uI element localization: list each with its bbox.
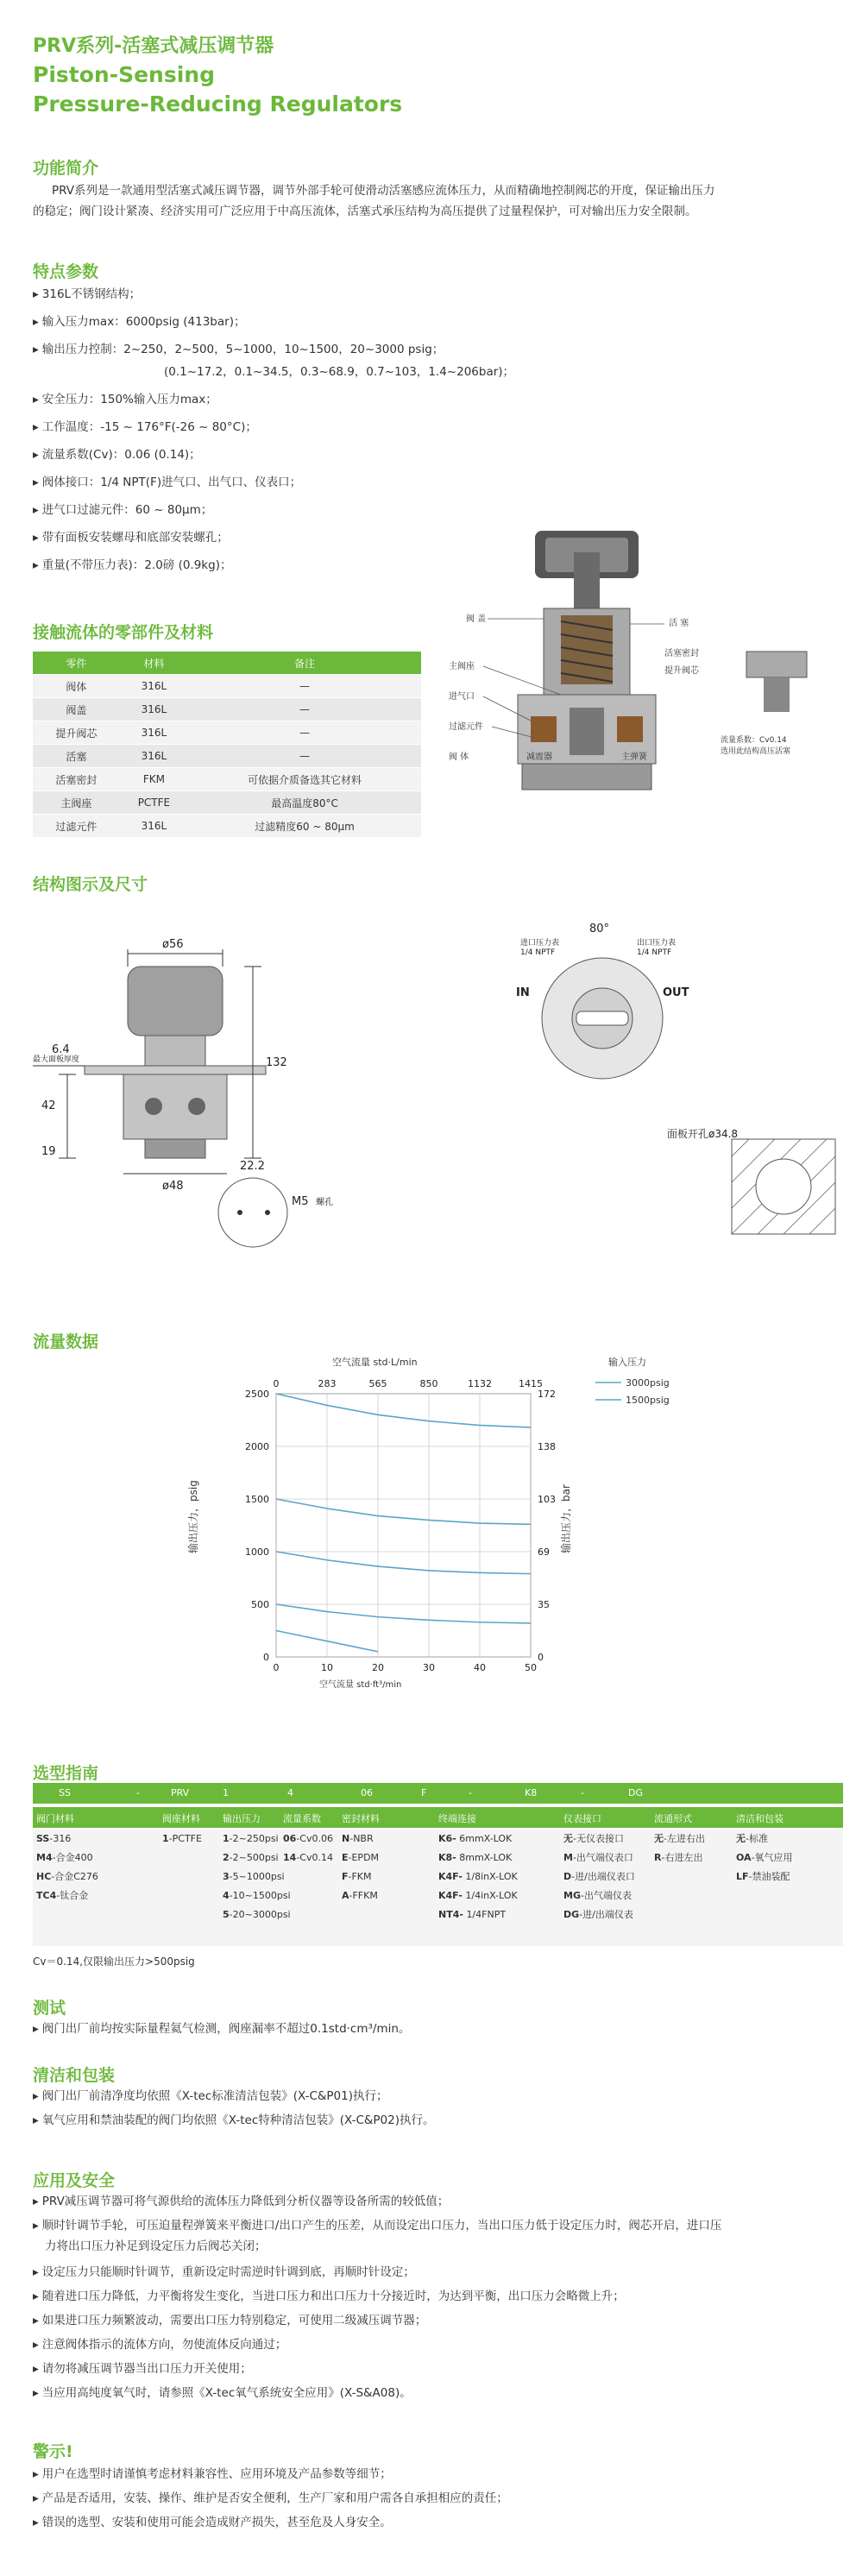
- table-row: 阀体 316L —: [33, 675, 421, 698]
- sel-col-2: 1-PCTFE: [162, 1833, 202, 1844]
- chart-y-right-label: 输出压力，bar: [560, 1484, 572, 1553]
- safety-item: ▸ 如果进口压力频繁波动，需要出口压力特别稳定，可使用二级减压调节器；: [33, 2311, 426, 2330]
- safety-cont: 力将出口压力补足到设定压力后阀芯关闭；: [45, 2239, 267, 2253]
- table-row: 主阀座 PCTFE 最高温度80°C: [33, 791, 421, 815]
- y-tick-label: 1000: [245, 1546, 269, 1558]
- code-part: F: [421, 1787, 427, 1798]
- title-en-1: Piston-Sensing: [33, 62, 215, 87]
- panel-hole-label: 面板开孔ø34.8: [667, 1128, 739, 1140]
- code-part: -: [469, 1787, 472, 1798]
- label-spring: 主弹簧: [621, 753, 647, 762]
- y2-tick-label: 69: [538, 1546, 550, 1558]
- safety-item: ▸ 当应用高纯度氧气时，请参照《X-tec氧气系统安全应用》(X-S&A08)。: [33, 2384, 412, 2403]
- dim-48: ø48: [162, 1180, 184, 1193]
- safety-item: ▸ 请勿将减压调节器当出口压力开关使用；: [33, 2359, 252, 2378]
- selection-note: Cv＝0.14,仅限输出压力>500psig: [33, 1956, 195, 1968]
- selection-col-headers: 阀门材料 阀座材料 输出压力 流量系数 密封材料 终端连接 仪表接口 流通形式 清洁和包装: [33, 1807, 843, 1828]
- feature-item: ▸ 安全压力：150%输入压力max；: [33, 390, 217, 409]
- sel-col-1: SS-316 M4-合金400 HC-合金C276 TC4-钛合金: [36, 1833, 98, 1901]
- y2-tick-label: 103: [538, 1494, 556, 1505]
- materials-heading: 接触流体的零部件及材料: [33, 623, 214, 642]
- safety-item: ▸ 顺时针调节手轮，可压迫量程弹簧来平衡进口/出口产生的压差，从而设定出口压力，当出口压力低于设定压力时，阀芯开启，进口压: [33, 2216, 721, 2235]
- sel-col-8: 无-左进右出 R-右进左出: [654, 1833, 705, 1863]
- intro-heading: 功能简介: [33, 159, 99, 178]
- in-label: IN: [516, 986, 530, 999]
- feature-item: ▸ 输出压力控制：2~250，2~500，5~1000，10~1500，20~3000 psig；: [33, 340, 444, 359]
- dim-panel-max: 最大面板厚度: [33, 1055, 80, 1064]
- y-tick-label: 0: [263, 1652, 269, 1663]
- dims-heading: 结构图示及尺寸: [33, 875, 148, 894]
- y2-tick-label: 35: [538, 1599, 550, 1610]
- title-en-2: Pressure-Reducing Regulators: [33, 91, 403, 117]
- in-gauge-label-1: 进口压力表: [520, 939, 560, 948]
- intro-text-2: 的稳定；阀门设计紧凑、经济实用可广泛应用于中高压流体，活塞式承压结构为高压提供了过量程保护，可对输出压力安全限制。: [33, 205, 697, 218]
- side-handwheel: [128, 967, 223, 1036]
- m5-label: M5: [292, 1195, 309, 1208]
- series-line: [276, 1499, 531, 1524]
- x-tick-label: 40: [474, 1662, 486, 1673]
- dimension-drawings: [33, 906, 844, 1251]
- dim-42: 42: [41, 1099, 56, 1112]
- dim-6-4: 6.4: [52, 1043, 70, 1056]
- y2-tick-label: 138: [538, 1441, 556, 1452]
- plot-frame: [276, 1394, 531, 1657]
- legend-title: 输入压力: [608, 1357, 646, 1368]
- sel-col-6: K6- 6mmX-LOK K8- 8mmX-LOK K4F- 1/8inX-LOK K4F- 1/4inX-LOK NT4- 1/4FNPT: [438, 1833, 518, 1920]
- label-inlet: 进气口: [449, 692, 475, 702]
- clean-heading: 清洁和包装: [33, 2066, 116, 2085]
- label-filter: 过滤元件: [449, 722, 483, 732]
- dim-angle-80: 80°: [589, 923, 610, 935]
- m5-suffix: 螺孔: [316, 1198, 333, 1207]
- intro-text-1: PRV系列是一款通用型活塞式减压调节器，调节外部手轮可使滑动活塞感应流体压力，从而精确地控制阀芯的开度，保证输出压力: [52, 184, 715, 198]
- y-tick-label: 2500: [245, 1389, 269, 1400]
- label-piston: 活 塞: [669, 619, 689, 628]
- feature-bar-line: (0.1~17.2，0.1~34.5，0.3~68.9，0.7~103，1.4~206bar)；: [164, 365, 515, 379]
- dim-22-2: 22.2: [240, 1160, 265, 1173]
- code-part: K8: [525, 1787, 538, 1798]
- dim-19: 19: [41, 1145, 56, 1158]
- dim-56: ø56: [162, 938, 184, 951]
- chart-top-title: 空气流量 std·L/min: [332, 1357, 418, 1368]
- label-body: 阀 体: [449, 753, 469, 762]
- x-top-tick-label: 1415: [519, 1378, 543, 1389]
- warning-item: ▸ 产品是否适用，安装、操作、维护是否安全便利，生产厂家和用户需各自承担相应的责任；: [33, 2489, 508, 2508]
- test-item: ▸ 阀门出厂前均按实际量程氦气检测，阀座漏率不超过0.1std·cm³/min。: [33, 2019, 410, 2038]
- safety-item: ▸ 注意阀体指示的流体方向，勿使流体反向通过；: [33, 2335, 286, 2354]
- table-row: 活塞 316L —: [33, 745, 421, 768]
- label-seat: 主阀座: [449, 662, 475, 671]
- code-part: -: [136, 1787, 140, 1798]
- sel-col-4: 06-Cv0.06 14-Cv0.14: [283, 1833, 333, 1863]
- feature-item: ▸ 重量(不带压力表)：2.0磅 (0.9kg)；: [33, 556, 231, 575]
- label-gauge: 减震器: [526, 753, 552, 762]
- code-part: 06: [361, 1787, 373, 1798]
- legend-3000: 3000psig: [626, 1377, 670, 1389]
- label-flow-note-1: 流量系数：Cv0.14: [721, 736, 787, 745]
- cross-section-diagram: [449, 513, 846, 841]
- feature-item: ▸ 阀体接口：1/4 NPT(F)进气口、出气口、仪表口；: [33, 473, 301, 492]
- table-row: 活塞密封 FKM 可依据介质备选其它材料: [33, 768, 421, 791]
- feature-item: ▸ 316L不锈钢结构；: [33, 285, 141, 304]
- col-header: 材料: [120, 652, 188, 675]
- code-part: -: [581, 1787, 584, 1798]
- features-heading: 特点参数: [33, 262, 99, 281]
- sel-col-3: 1-2~250psi 2-2~500psi 3-5~1000psi 4-10~1500psi 5-20~3000psi: [223, 1833, 291, 1920]
- x-top-tick-label: 565: [368, 1378, 387, 1389]
- series-line: [276, 1604, 531, 1623]
- series-line: [276, 1552, 531, 1574]
- feature-item: ▸ 流量系数(Cv)：0.06 (0.14)；: [33, 445, 201, 464]
- out-gauge-label-1: 出口压力表: [637, 939, 677, 948]
- feature-item: ▸ 输入压力max：6000psig (413bar)；: [33, 312, 245, 331]
- safety-item: ▸ PRV减压调节器可将气源供给的流体压力降低到分析仪器等设备所需的较低值；: [33, 2192, 449, 2211]
- warning-heading: 警示!: [33, 2442, 73, 2461]
- clean-item: ▸ 阀门出厂前清净度均依照《X-tec标准清洁包装》(X-C&P01)执行；: [33, 2087, 388, 2106]
- series-line: [276, 1394, 531, 1427]
- feature-item: ▸ 进气口过滤元件：60 ~ 80µm；: [33, 501, 212, 520]
- x-top-tick-label: 850: [419, 1378, 438, 1389]
- materials-table: [33, 652, 421, 838]
- table-row: 提升阀芯 316L —: [33, 721, 421, 745]
- x-top-tick-label: 283: [318, 1378, 337, 1389]
- chart-y-left-label: 输出压力，psig: [187, 1480, 199, 1553]
- safety-heading: 应用及安全: [33, 2171, 116, 2190]
- code-part: 4: [287, 1787, 293, 1798]
- out-gauge-label-2: 1/4 NPTF: [637, 948, 672, 957]
- selection-heading: 选型指南: [33, 1764, 99, 1783]
- sel-col-9: 无-标准 OA-氧气应用 LF-禁油装配: [736, 1833, 793, 1882]
- x-tick-label: 30: [423, 1662, 435, 1673]
- bottom-view-circle: [218, 1178, 287, 1247]
- x-tick-label: 10: [321, 1662, 333, 1673]
- title-cn: PRV系列-活塞式减压调节器: [33, 35, 274, 57]
- sel-col-7: 无-无仪表接口 M-出气端仪表口 D-进/出端仪表口 MG-出气端仪表 DG-进/出端仪表: [563, 1833, 635, 1920]
- table-row: 阀盖 316L —: [33, 698, 421, 721]
- col-header: 备注: [188, 652, 421, 675]
- y2-tick-label: 172: [538, 1389, 556, 1400]
- x-tick-label: 20: [372, 1662, 384, 1673]
- warning-item: ▸ 错误的选型、安装和使用可能会造成财产损失，甚至危及人身安全。: [33, 2513, 392, 2532]
- y2-tick-label: 0: [538, 1652, 544, 1663]
- label-poppet: 提升阀芯: [664, 666, 699, 676]
- x-tick-label: 0: [273, 1662, 280, 1673]
- selection-body: [33, 1830, 843, 1946]
- col-header: 零件: [33, 652, 120, 675]
- chart-bottom-label: 空气流量 std·ft³/min: [319, 1680, 402, 1690]
- y-tick-label: 1500: [245, 1494, 269, 1505]
- code-part: DG: [628, 1787, 643, 1798]
- code-part: 1: [223, 1787, 229, 1798]
- out-label: OUT: [663, 986, 689, 999]
- feature-item: ▸ 带有面板安装螺母和底部安装螺孔；: [33, 528, 229, 547]
- code-part: PRV: [171, 1787, 190, 1798]
- warning-item: ▸ 用户在选型时请谨慎考虑材料兼容性、应用环境及产品参数等细节；: [33, 2465, 392, 2484]
- x-top-tick-label: 1132: [468, 1378, 492, 1389]
- flow-chart: [173, 1355, 670, 1700]
- code-part: SS: [59, 1787, 71, 1798]
- label-lid: 阀 盖: [466, 614, 487, 624]
- x-tick-label: 50: [525, 1662, 537, 1673]
- y-tick-label: 2000: [245, 1441, 269, 1452]
- feature-item: ▸ 工作温度：-15 ~ 176°F(-26 ~ 80°C)；: [33, 418, 257, 437]
- sel-col-5: N-NBR E-EPDM F-FKM A-FFKM: [342, 1833, 380, 1901]
- dim-132: 132: [266, 1056, 287, 1069]
- label-flow-note-2: 选用此结构高压活塞: [721, 747, 791, 756]
- safety-item: ▸ 随着进口压力降低，力平衡将发生变化，当进口压力和出口压力十分接近时，为达到平衡，出口压力会略微上升；: [33, 2287, 625, 2306]
- flow-heading: 流量数据: [33, 1332, 99, 1351]
- selection-code-bar: [33, 1783, 843, 1804]
- y-tick-label: 500: [251, 1599, 269, 1610]
- legend-1500: 1500psig: [626, 1395, 670, 1406]
- label-seal: 活塞密封: [664, 649, 699, 658]
- clean-item: ▸ 氧气应用和禁油装配的阀门均依照《X-tec特种清洁包装》(X-C&P02)执行。: [33, 2111, 435, 2130]
- test-heading: 测试: [33, 1999, 66, 2018]
- in-gauge-label-2: 1/4 NPTF: [520, 948, 556, 957]
- x-top-tick-label: 0: [273, 1378, 280, 1389]
- safety-item: ▸ 设定压力只能顺时针调节，重新设定时需逆时针调到底，再顺时针设定；: [33, 2263, 415, 2282]
- table-row: 过滤元件 316L 过滤精度60 ~ 80µm: [33, 815, 421, 838]
